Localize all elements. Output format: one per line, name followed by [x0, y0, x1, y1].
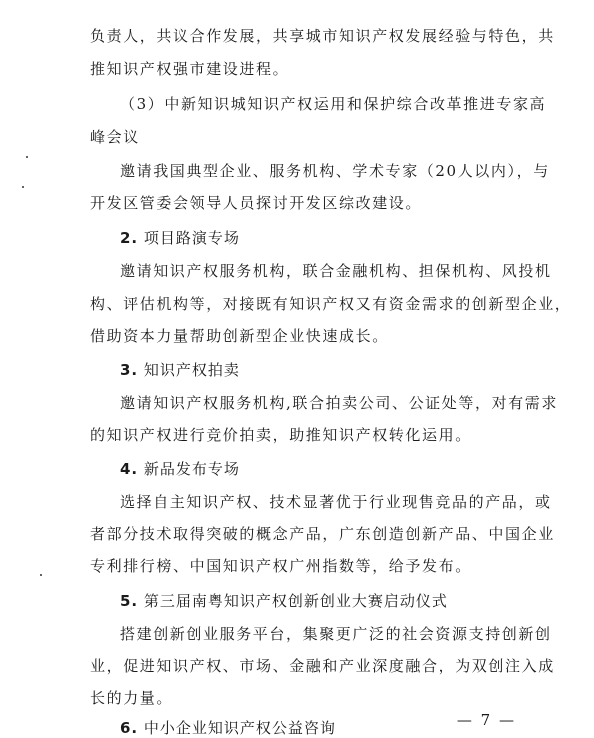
section-number: 2. — [120, 229, 139, 247]
section-heading — [120, 591, 448, 611]
section-title: 新品发布专场 — [143, 460, 240, 478]
paragraph-line: 搭建创新创业服务平台，集聚更广泛的社会资源支持创新创 — [120, 625, 552, 643]
section-heading — [120, 718, 336, 738]
section-heading — [120, 360, 240, 380]
paragraph-line: 业，促进知识产权、市场、金融和产业深度融合，为双创注入成 — [90, 657, 555, 675]
scan-speck — [26, 156, 28, 158]
scan-speck — [40, 574, 42, 576]
subsection-title: 峰会议 — [90, 128, 140, 146]
paragraph-line: 借助资本力量帮助创新型企业快速成长。 — [90, 327, 389, 345]
paragraph-line: 者部分技术取得突破的概念产品，广东创造创新产品、中国企业 — [90, 525, 555, 543]
paragraph-line: 专利排行榜、中国知识产权广州指数等，给予发布。 — [90, 557, 472, 575]
page-number: — 7 — — [456, 711, 516, 729]
paragraph-line: 邀请知识产权服务机构,联合拍卖公司、公证处等，对有需求 — [120, 394, 558, 412]
paragraph-line: 开发区管委会领导人员探讨开发区综改建设。 — [90, 194, 423, 212]
section-title: 中小企业知识产权公益咨询 — [143, 719, 336, 737]
section-number: 6. — [120, 719, 139, 737]
section-title: 知识产权拍卖 — [143, 361, 240, 379]
section-heading — [120, 459, 240, 479]
scan-speck — [22, 186, 24, 188]
paragraph-line: 邀请知识产权服务机构，联合金融机构、担保机构、风投机 — [120, 262, 552, 280]
paragraph-line: 的知识产权进行竞价拍卖，助推知识产权转化运用。 — [90, 426, 472, 444]
subsection-title: （3）中新知识城知识产权运用和保护综合改革推进专家高 — [120, 95, 547, 113]
paragraph-line: 负责人，共议合作发展，共享城市知识产权发展经验与特色，共 — [90, 27, 555, 45]
paragraph-line: 长的力量。 — [90, 689, 174, 707]
section-title: 第三届南粤知识产权创新创业大赛启动仪式 — [143, 592, 448, 610]
paragraph-line: 推知识产权强市建设进程。 — [90, 60, 290, 78]
section-title: 项目路演专场 — [143, 229, 240, 247]
section-heading — [120, 228, 240, 248]
paragraph-line: 选择自主知识产权、技术显著优于行业现售竞品的产品，或 — [120, 493, 552, 511]
section-number: 3. — [120, 361, 139, 379]
section-number: 5. — [120, 592, 139, 610]
section-number: 4. — [120, 460, 139, 478]
paragraph-line: 邀请我国典型企业、服务机构、学术专家（20人以内），与 — [120, 162, 550, 180]
paragraph-line: 构、评估机构等，对接既有知识产权又有资金需求的创新型企业， — [90, 295, 572, 313]
